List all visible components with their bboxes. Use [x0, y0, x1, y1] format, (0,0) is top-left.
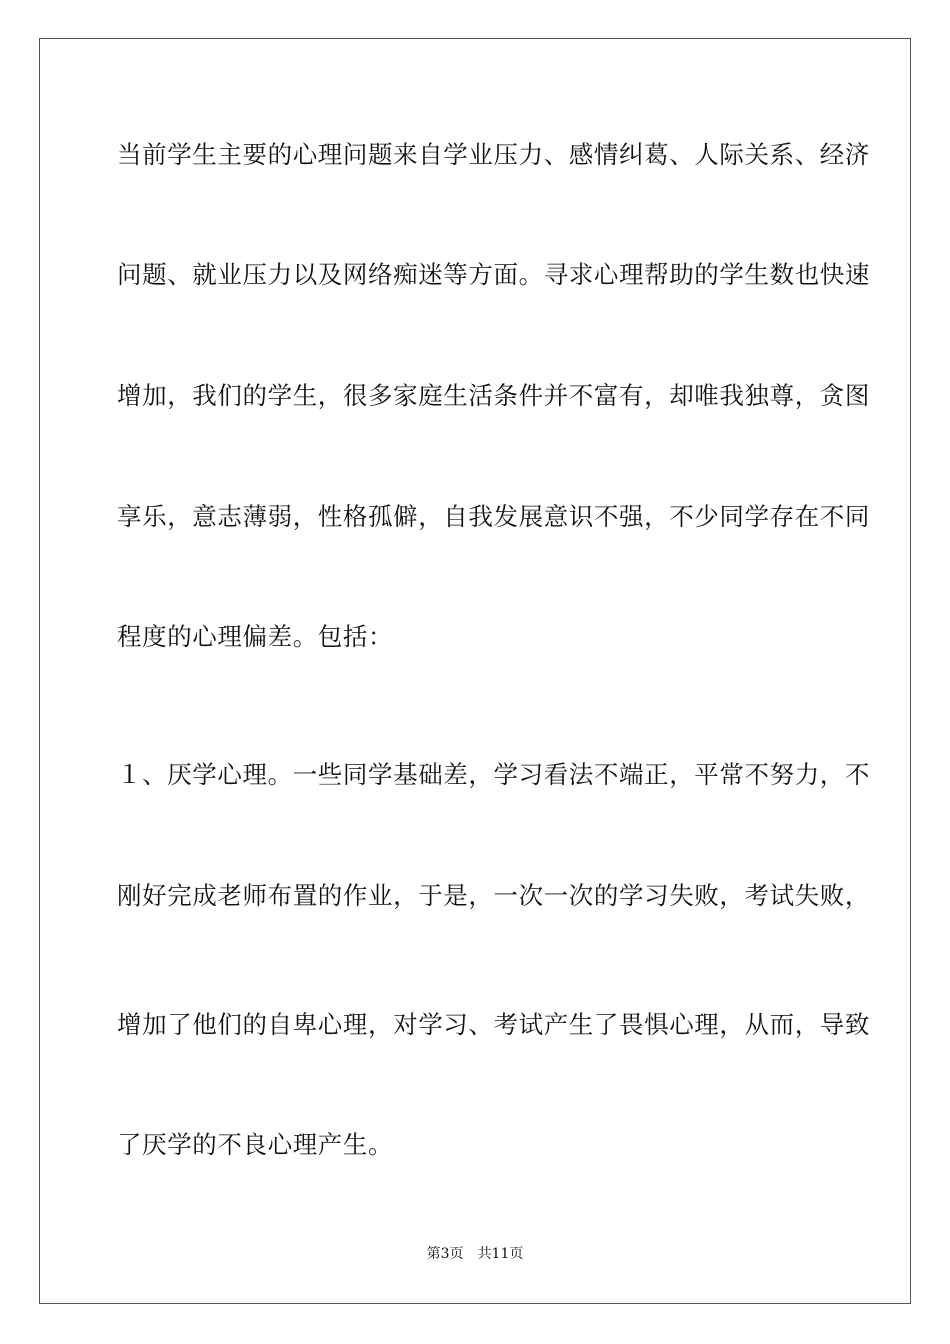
page-total: 共11页	[477, 1246, 524, 1262]
page-border	[39, 38, 911, 1304]
paragraph-line: 增加了他们的自卑心理，对学习、考试产生了畏惧心理，从而，导致	[117, 1010, 870, 1039]
page-number: 第3页	[426, 1246, 464, 1262]
paragraph-line: 当前学生主要的心理问题来自学业压力、感情纠葛、人际关系、经济	[117, 140, 870, 169]
paragraph-line: 程度的心理偏差。包括：	[117, 622, 394, 651]
paragraph-line: 问题、就业压力以及网络痴迷等方面。寻求心理帮助的学生数也快速	[117, 260, 870, 289]
paragraph-line: 享乐，意志薄弱，性格孤僻，自我发展意识不强，不少同学存在不同	[117, 502, 870, 531]
paragraph-line: 了厌学的不良心理产生。	[117, 1130, 394, 1159]
list-item-line: １、厌学心理。一些同学基础差，学习看法不端正，平常不努力，不	[117, 760, 870, 789]
paragraph-line: 刚好完成老师布置的作业，于是，一次一次的学习失败，考试失败，	[117, 881, 870, 910]
paragraph-line: 增加，我们的学生，很多家庭生活条件并不富有，却唯我独尊，贪图	[117, 381, 870, 410]
page-footer	[0, 1244, 950, 1264]
